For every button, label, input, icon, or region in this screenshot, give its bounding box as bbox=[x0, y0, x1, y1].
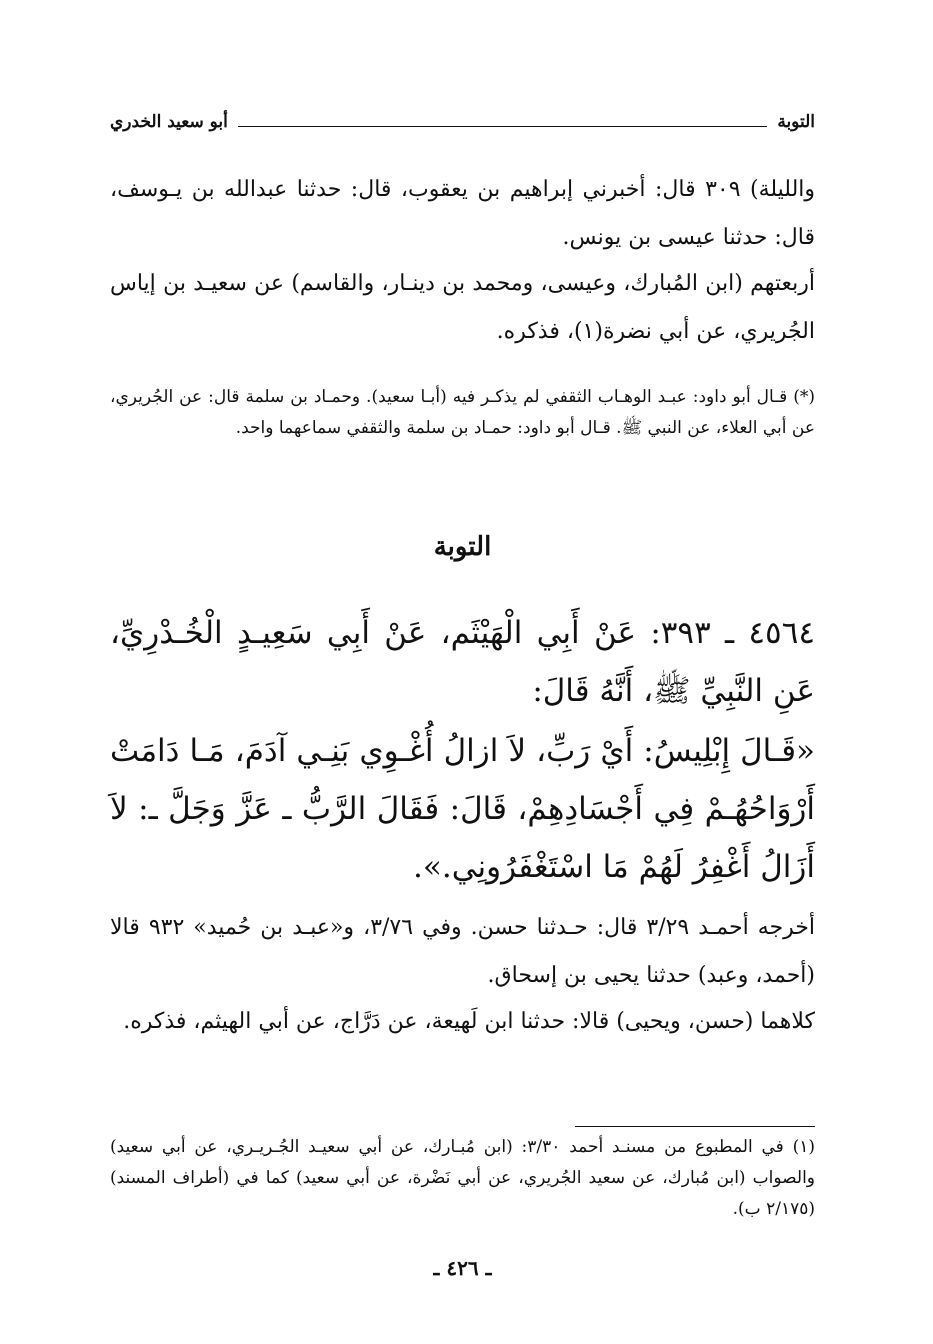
hadith-isnad: ٤٥٦٤ ـ ٣٩٣: عَنْ أَبِي الْهَيْثَم، عَنْ أَبِي سَعِيـدٍ الْخُـدْرِيِّ، عَنِ النَّبِيِّ ﷺ، أَنَّهُ قَالَ: bbox=[110, 615, 815, 709]
footnote-divider bbox=[575, 1126, 815, 1127]
page-number: ـ ٤٢٦ ـ bbox=[433, 1256, 492, 1280]
paragraph-four-narrators: أربعتهم (ابن المُبارك، وعيسى، ومحمد بن دينـار، والقاسم) عن سعيـد بن إياس الجُريري، عن أبي نضرة(١)، فذكره. bbox=[110, 271, 815, 344]
book-page bbox=[110, 100, 815, 1300]
section-title: التوبة bbox=[433, 532, 492, 562]
footnote: (١) في المطبوع من مسنـد أحمد ٣/٣٠: (ابن مُبـارك، عن أبي سعيـد الجُـريـري، عن أبي سعيد) والصواب (ابن مُبارك، عن سعيد الجُريري، عن أبي نَضْرة، عن أبي سعيد) كما في (أطراف المسند) (٢/١٧٥ ب). bbox=[110, 1137, 815, 1219]
note-abu-dawud: (*) قـال أبو داود: عبـد الوهـاب الثقفي لم يذكـر فيه (أبـا سعيد). وحمـاد بن سلمة قال: عن الجُريري، عن أبي العلاء، عن النبي ﷺ. قـال أبو داود: حمـاد بن سلمة والثقفي سماعهما واحد. bbox=[110, 387, 815, 438]
running-header bbox=[110, 108, 815, 136]
header-chapter-title: التوبة bbox=[777, 112, 815, 132]
paragraph-takhrij: أخرجه أحمـد ٣/٢٩ قال: حـدثنا حسن. وفي ٣/٧٦، و«عبـد بن حُميد» ٩٣٢ قالا (أحمد، وعبد) حدثنا يحيى بن إسحاق. bbox=[110, 915, 816, 988]
paragraph-chain-continuation: والليلة) ٣٠٩ قال: أخبرني إبراهيم بن يعقوب، قال: حدثنا عبدالله بن يـوسف، قال: حدثنا عيسى بن يونس. bbox=[110, 177, 816, 250]
hadith-matn: «قَـالَ إِبْلِيسُ: أَيْ رَبِّ، لاَ ازالُ أُغْـوِي بَنِـي آدَمَ، مَـا دَامَتْ أَرْوَاحُهُـمْ فِي أَجْسَادِهِمْ، قَالَ: فَقَالَ الرَّبُّ ـ عَزَّ وَجَلَّ ـ: لاَ أَزَالُ أَغْفِرُ لَهُمْ مَا اسْتَغْفَرُونِي.». bbox=[110, 733, 815, 885]
header-narrator-title: أبو سعيد الخدري bbox=[110, 112, 228, 132]
header-rule bbox=[238, 126, 767, 127]
paragraph-both-narrators: كلاهما (حسن، ويحيى) قالا: حدثنا ابن لَهيعة، عن دَرَّاج، عن أبي الهيثم، فذكره. bbox=[123, 1009, 815, 1034]
